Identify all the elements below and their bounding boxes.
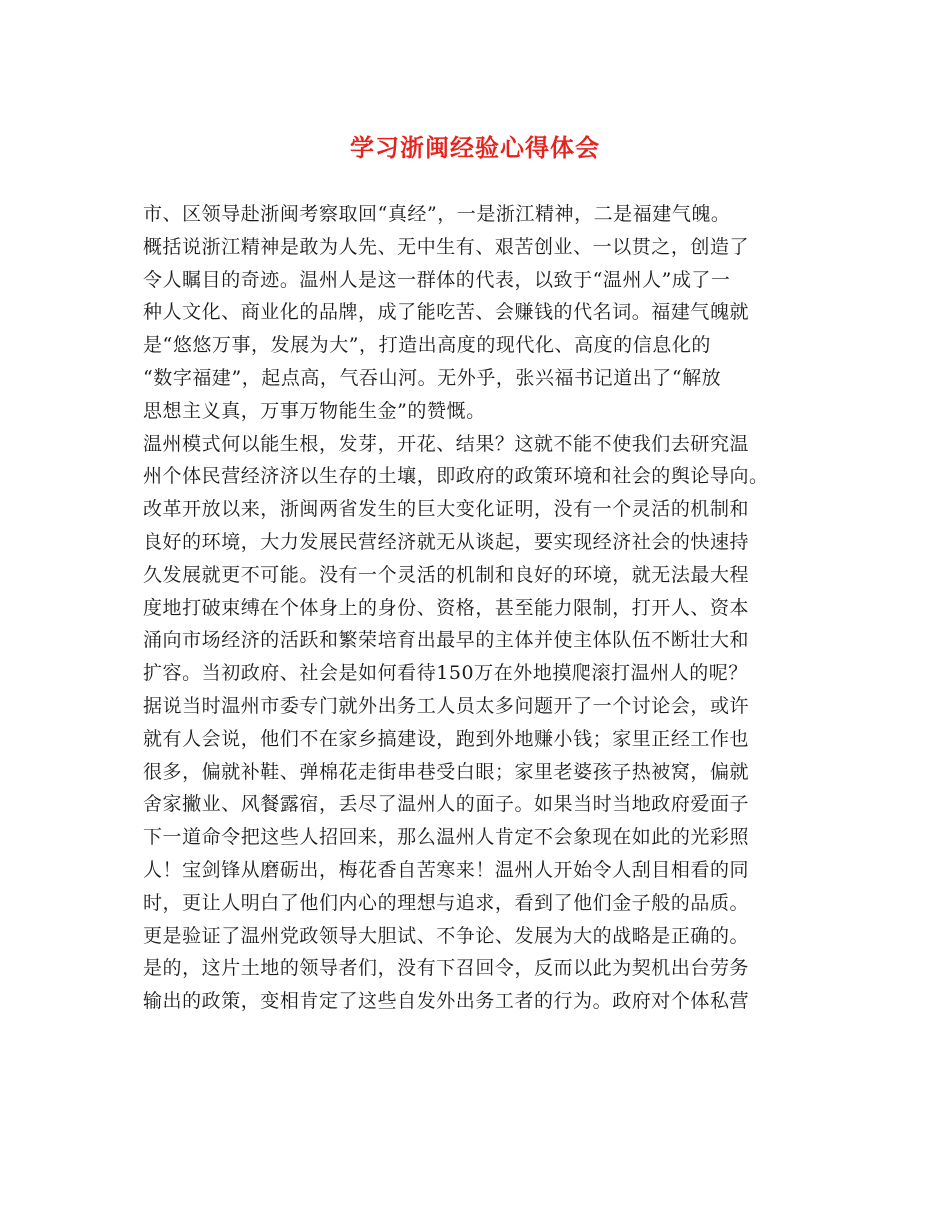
text-line: 久发展就更不可能。没有一个灵活的机制和良好的环境，就无法最大程 [143, 563, 750, 586]
text-line: 据说当时温州市委专门就外出务工人员太多问题开了一个讨论会，或许 [143, 694, 750, 717]
text-line: 种人文化、商业化的品牌，成了能吃苦、会赚钱的代名词。福建气魄就 [143, 301, 750, 324]
text-line: 很多，偏就补鞋、弹棉花走街串巷受白眼；家里老婆孩子热被窝，偏就 [143, 760, 750, 783]
text-line: 市、区领导赴浙闽考察取回“真经”，一是浙江精神，二是福建气魄。 [143, 203, 731, 225]
text-line: 概括说浙江精神是敢为人先、无中生有、艰苦创业、一以贯之，创造了 [143, 235, 750, 258]
text-line: 就有人会说，他们不在家乡搞建设，跑到外地赚小钱；家里正经工作也 [143, 727, 750, 750]
text-line: 是的，这片土地的领导者们，没有下召回令，反而以此为契机出台劳务 [143, 957, 750, 980]
text-line: 输出的政策，变相肯定了这些自发外出务工者的行为。政府对个体私营 [143, 990, 750, 1013]
text-line: 改革开放以来，浙闽两省发生的巨大变化证明，没有一个灵活的机制和 [143, 498, 750, 521]
text-line: 度地打破束缚在个体身上的身份、资格，甚至能力限制，打开人、资本 [143, 596, 750, 619]
text-line: “数字福建”，起点高，气吞山河。无外乎，张兴福书记道出了“解放 [143, 366, 722, 389]
text-line: 人！宝剑锋从磨砺出，梅花香自苦寒来！温州人开始令人刮目相看的同 [143, 858, 750, 881]
text-line: 良好的环境，大力发展民营经济就无从谈起，要实现经济社会的快速持 [143, 530, 750, 553]
body-text [143, 198, 833, 1018]
text-line: 时，更让人明白了他们内心的理想与追求，看到了他们金子般的品质。 [143, 891, 750, 914]
text-line: 下一道命令把这些人招回来，那么温州人肯定不会象现在如此的光彩照 [143, 826, 750, 849]
text-line: 令人瞩目的奇迹。温州人是这一群体的代表，以致于“温州人”成了一 [143, 268, 731, 291]
text-line: 温州模式何以能生根，发芽，开花、结果？这就不能不使我们去研究温 [143, 432, 750, 455]
text-line: 扩容。当初政府、社会是如何看待150万在外地摸爬滚打温州人的呢？ [143, 662, 748, 685]
text-line: 更是验证了温州党政领导大胆试、不争论、发展为大的战略是正确的。 [143, 924, 750, 947]
text-line: 舍家撇业、风餐露宿，丢尽了温州人的面子。如果当时当地政府爱面子 [143, 793, 750, 816]
text-line: 思想主义真，万事万物能生金”的赞慨。 [143, 399, 486, 422]
text-line: 州个体民营经济济以生存的土壤，即政府的政策环境和社会的舆论导向。 [143, 465, 769, 488]
page-title: 学习浙闽经验心得体会 [350, 133, 600, 162]
text-line: 涌向市场经济的活跃和繁荣培育出最早的主体并使主体队伍不断壮大和 [143, 629, 750, 652]
text-line: 是“悠悠万事，发展为大”，打造出高度的现代化、高度的信息化的 [143, 334, 711, 357]
